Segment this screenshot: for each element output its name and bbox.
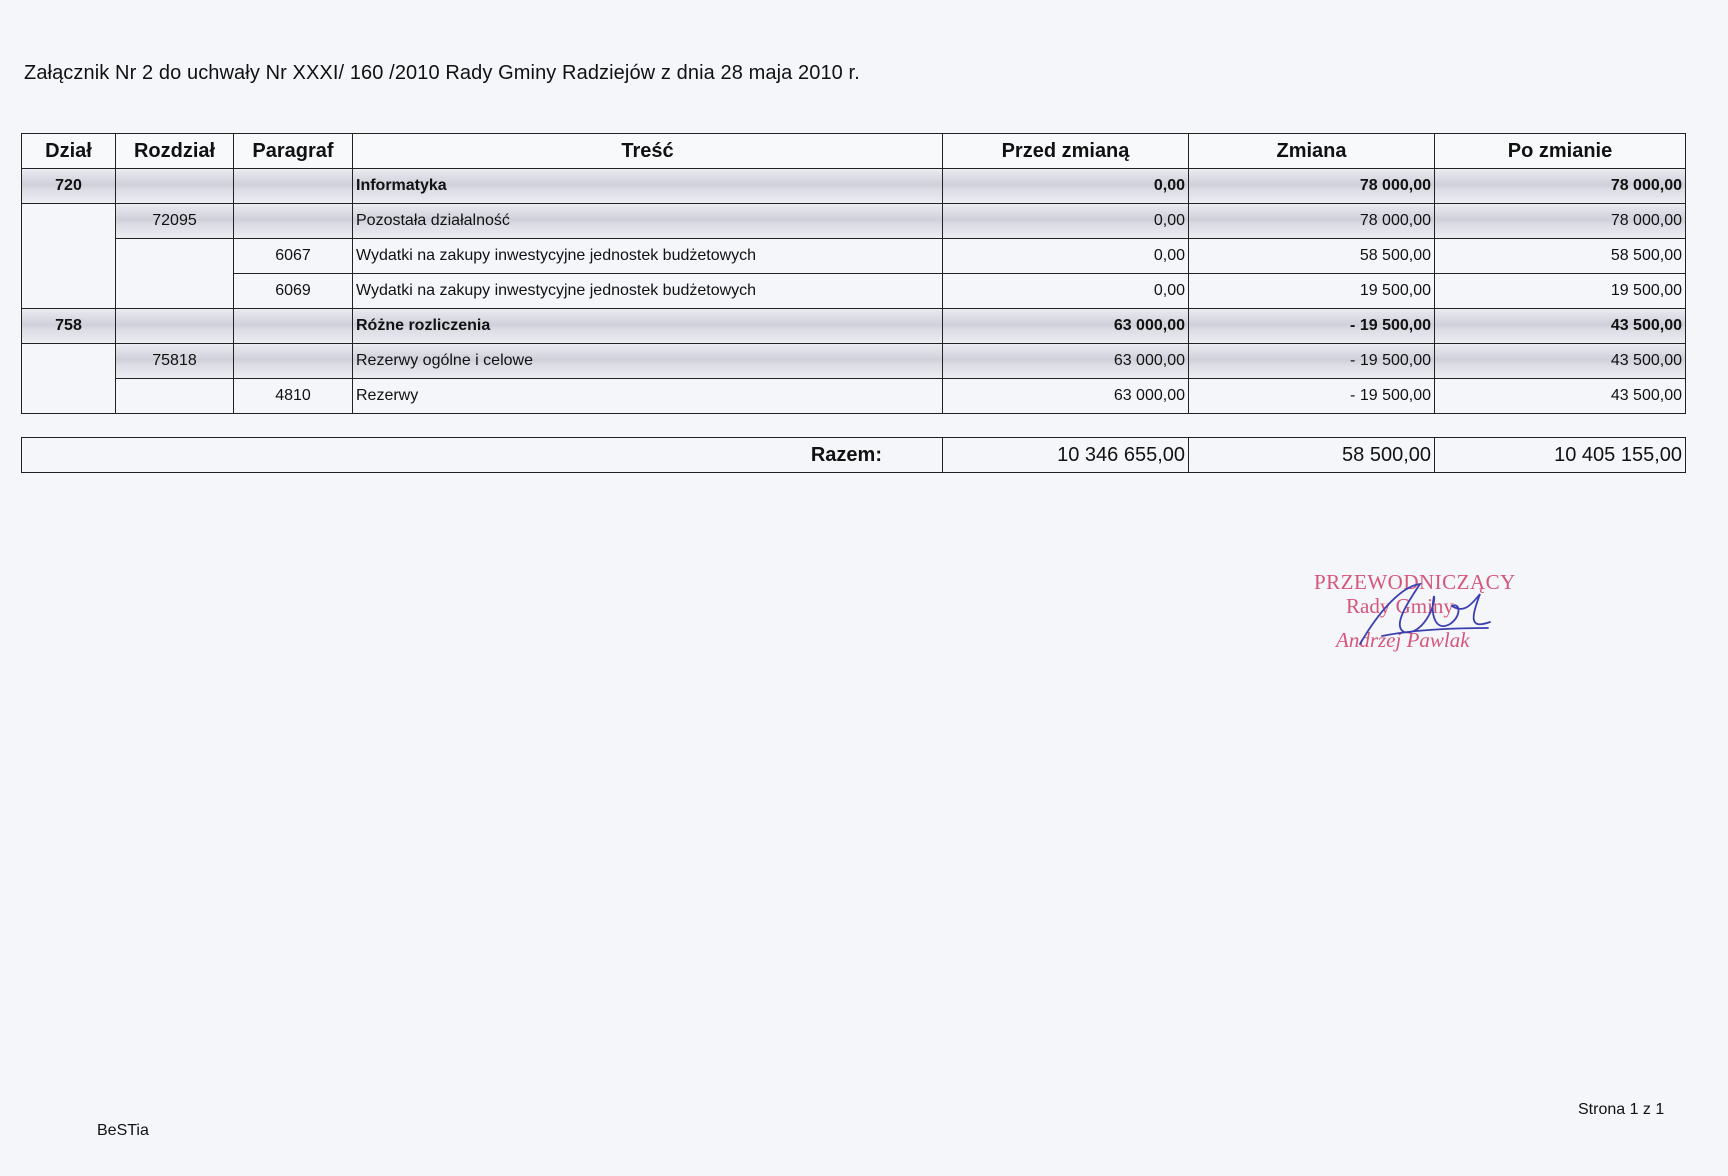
total-label: Razem: <box>22 438 943 473</box>
cell-rozdzial: 72095 <box>116 204 234 239</box>
table-row <box>22 344 1686 379</box>
cell-przed: 63 000,00 <box>943 309 1189 344</box>
cell-zmiana: - 19 500,00 <box>1189 344 1435 379</box>
table-row <box>22 239 1686 274</box>
cell-rozdzial <box>116 274 234 309</box>
cell-rozdzial <box>116 239 234 274</box>
cell-przed: 0,00 <box>943 169 1189 204</box>
cell-zmiana: 78 000,00 <box>1189 169 1435 204</box>
footer-software: BeSTia <box>97 1122 149 1139</box>
cell-po: 43 500,00 <box>1435 344 1686 379</box>
stamp-name: Andrzej Pawlak <box>1336 628 1470 652</box>
header-przed-zmiana: Przed zmianą <box>943 134 1189 169</box>
cell-zmiana: 78 000,00 <box>1189 204 1435 239</box>
cell-dzial <box>22 344 116 379</box>
cell-przed: 63 000,00 <box>943 344 1189 379</box>
cell-tresc: Rezerwy ogólne i celowe <box>353 344 943 379</box>
cell-dzial <box>22 204 116 239</box>
total-przed: 10 346 655,00 <box>943 438 1189 473</box>
cell-zmiana: 58 500,00 <box>1189 239 1435 274</box>
budget-table <box>21 133 1686 414</box>
header-tresc: Treść <box>353 134 943 169</box>
table-row <box>22 379 1686 414</box>
cell-tresc: Informatyka <box>353 169 943 204</box>
cell-rozdzial <box>116 309 234 344</box>
signature-icon <box>1312 566 1552 676</box>
cell-po: 43 500,00 <box>1435 309 1686 344</box>
cell-dzial <box>22 379 116 414</box>
table-header-row <box>22 134 1686 169</box>
header-po-zmianie: Po zmianie <box>1435 134 1686 169</box>
total-zmiana: 58 500,00 <box>1189 438 1435 473</box>
cell-tresc: Pozostała działalność <box>353 204 943 239</box>
cell-dzial <box>22 239 116 274</box>
total-table <box>21 437 1686 473</box>
cell-paragraf <box>234 344 353 379</box>
cell-przed: 0,00 <box>943 274 1189 309</box>
cell-zmiana: - 19 500,00 <box>1189 379 1435 414</box>
cell-paragraf: 4810 <box>234 379 353 414</box>
cell-dzial: 758 <box>22 309 116 344</box>
cell-po: 43 500,00 <box>1435 379 1686 414</box>
page-number: Strona 1 z 1 <box>1578 1101 1665 1118</box>
cell-tresc: Wydatki na zakupy inwestycyjne jednostek budżetowych <box>353 274 943 309</box>
cell-dzial <box>22 274 116 309</box>
chairman-stamp <box>1312 566 1552 676</box>
cell-zmiana: 19 500,00 <box>1189 274 1435 309</box>
cell-tresc: Wydatki na zakupy inwestycyjne jednostek budżetowych <box>353 239 943 274</box>
cell-paragraf: 6069 <box>234 274 353 309</box>
stamp-council: Rady Gminy <box>1346 594 1454 618</box>
cell-przed: 63 000,00 <box>943 379 1189 414</box>
table-row <box>22 204 1686 239</box>
cell-paragraf <box>234 204 353 239</box>
table-row <box>22 274 1686 309</box>
header-paragraf: Paragraf <box>234 134 353 169</box>
cell-tresc: Różne rozliczenia <box>353 309 943 344</box>
cell-rozdzial <box>116 169 234 204</box>
cell-zmiana: - 19 500,00 <box>1189 309 1435 344</box>
cell-po: 58 500,00 <box>1435 239 1686 274</box>
document-caption: Załącznik Nr 2 do uchwały Nr XXXI/ 160 /2010 Rady Gminy Radziejów z dnia 28 maja 2010 r. <box>24 62 860 84</box>
cell-paragraf: 6067 <box>234 239 353 274</box>
table-row <box>22 309 1686 344</box>
cell-przed: 0,00 <box>943 204 1189 239</box>
total-row <box>22 438 1686 473</box>
header-rozdzial: Rozdział <box>116 134 234 169</box>
cell-po: 78 000,00 <box>1435 204 1686 239</box>
total-po: 10 405 155,00 <box>1435 438 1686 473</box>
cell-paragraf <box>234 169 353 204</box>
cell-rozdzial <box>116 379 234 414</box>
cell-przed: 0,00 <box>943 239 1189 274</box>
stamp-title: PRZEWODNICZĄCY <box>1314 570 1516 594</box>
header-dzial: Dział <box>22 134 116 169</box>
cell-paragraf <box>234 309 353 344</box>
cell-po: 19 500,00 <box>1435 274 1686 309</box>
cell-rozdzial: 75818 <box>116 344 234 379</box>
cell-po: 78 000,00 <box>1435 169 1686 204</box>
header-zmiana: Zmiana <box>1189 134 1435 169</box>
table-row <box>22 169 1686 204</box>
cell-dzial: 720 <box>22 169 116 204</box>
cell-tresc: Rezerwy <box>353 379 943 414</box>
